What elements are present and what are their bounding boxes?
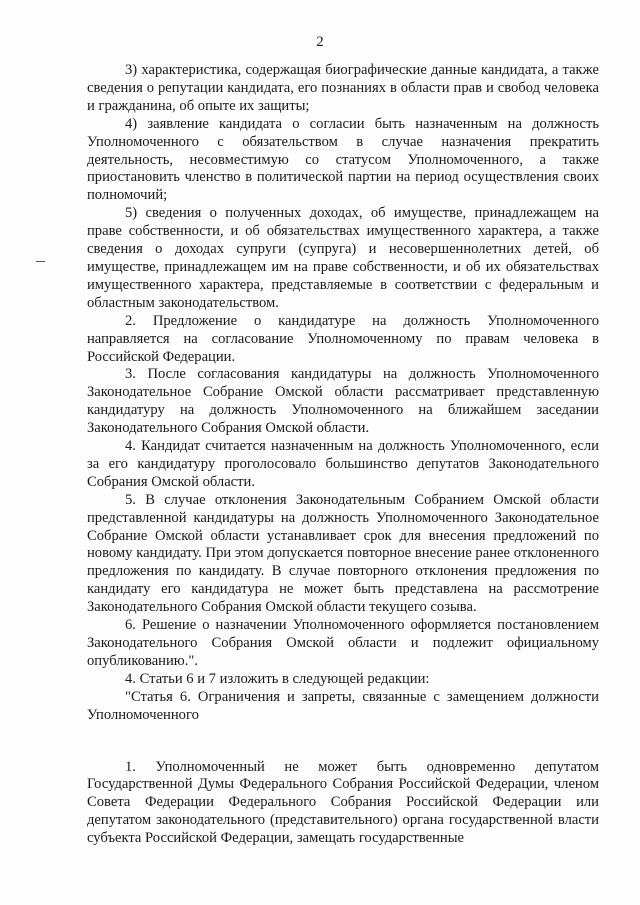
page-number: 2: [316, 34, 324, 50]
paragraph-item-3: 3) характеристика, содержащая биографические данные кандидата, а также сведения о репутации кандидата, его познаниях в области прав и свобод человека и гражданина, об опыте их защиты;: [87, 62, 599, 114]
paragraph-clause-4: 4. Кандидат считается назначенным на должность Уполномоченного, если за его кандидатуру проголосовало большинство депутатов Законодательного Собрания Омской области.: [87, 438, 599, 490]
article-6-heading: "Статья 6. Ограничения и запреты, связанные с замещением должности Уполномоченного: [87, 688, 599, 723]
amendment-point-4: 4. Статьи 6 и 7 изложить в следующей редакции:: [125, 670, 430, 687]
paragraph-item-4: 4) заявление кандидата о согласии быть назначенным на должность Уполномоченного с обязательством в случае назначения прекратить деятельность, несовместимую со статусом Уполномоченного, а также приостановить членство в политической партии на период осуществления своих полномочий;: [87, 115, 599, 204]
paragraph-clause-3: 3. После согласования кандидатуры на должность Уполномоченного Законодательное Собрание Омской области рассматривает представленную кандидатуру на должность Уполномоченного на ближайшем заседании Законодательного Собрания Омской области.: [87, 366, 599, 437]
article-6-clause-1: 1. Уполномоченный не может быть одновременно депутатом Государственной Думы Федерального Собрания Российской Федерации, членом Совета Федерации Федерального Собрания Российской Федерации или депутатом законодательного (представительного) органа государственной власти субъекта Российской Федерации, замещать государственные: [87, 758, 599, 847]
paragraph-clause-6: 6. Решение о назначении Уполномоченного оформляется постановлением Законодательного Собрания Омской области и подлежит официальному опубликованию.".: [87, 617, 599, 669]
paragraph-item-5: 5) сведения о полученных доходах, об имуществе, принадлежащем на праве собственности, и об обязательствах имущественного характера, а также сведения о доходах супруги (супруга) и несовершеннолетних детей, об имуществе, принадлежащем им на праве собственности, и об их обязательствах имущественного характера, представляемые в соответствии с федеральным и областным законодательством.: [87, 205, 599, 311]
document-body: [87, 62, 599, 848]
paragraph-clause-2: 2. Предложение о кандидатуре на должность Уполномоченного направляется на согласование Уполномоченному по правам человека в Российской Федерации.: [87, 312, 599, 365]
margin-dash-mark: [36, 261, 45, 262]
paragraph-clause-5: 5. В случае отклонения Законодательным Собранием Омской области представленной кандидатуры на должность Уполномоченного Законодательное Собрание Омской области устанавливает срок для внесения предложений по новому кандидату. При этом допускается повторное внесение ранее отклоненного предложения по кандидату. В случае повторного отклонения предложения по кандидату его кандидатура не может быть представлена на рассмотрение Законодательного Собрания Омской области текущего созыва.: [87, 491, 599, 616]
section-spacer: [87, 725, 599, 759]
